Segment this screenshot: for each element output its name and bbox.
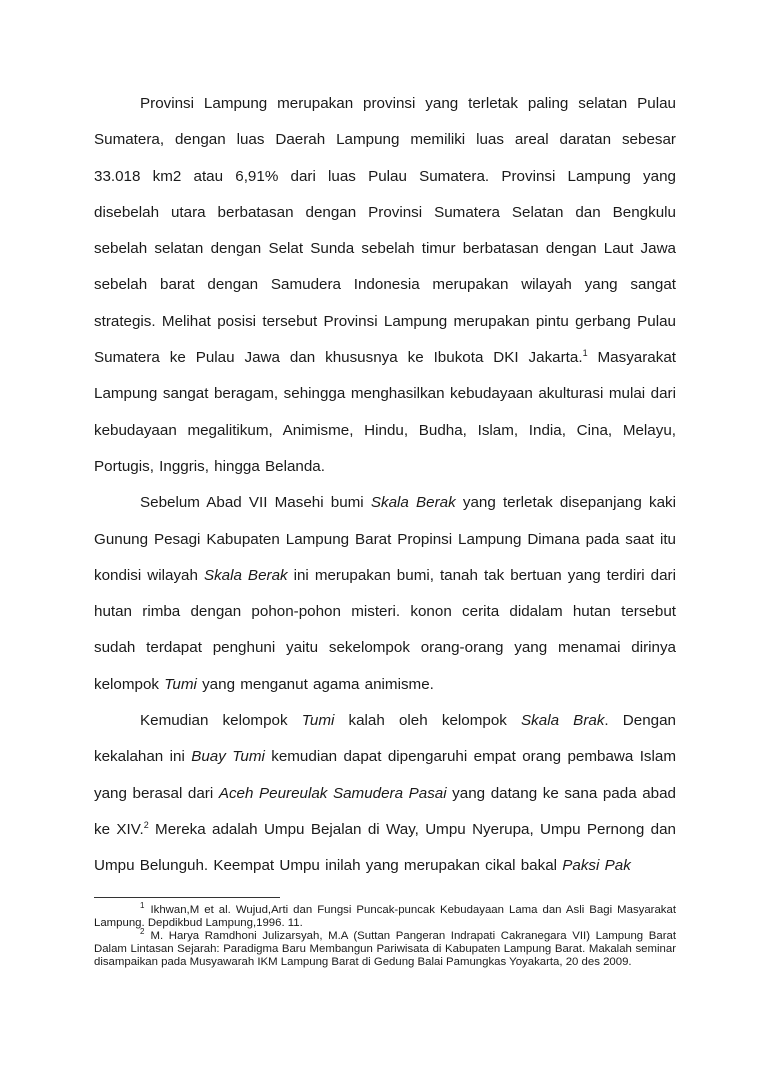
text-run: yang datang ke sana pada abad ke XIV. xyxy=(94,784,676,838)
footnote-reference: 1 xyxy=(582,348,588,359)
text-run: Mereka adalah Umpu Bejalan di Way, Umpu Nyerupa, Umpu Pernong dan Umpu Belunguh. Keempat Umpu inilah yang merupakan cikal bakal xyxy=(94,820,676,875)
footnote-text: Ikhwan,M et al. Wujud,Arti dan Fungsi Puncak-puncak Kebudayaan Lama dan Asli Bagi Masyarakat Lampung. Depdikbud Lampung,1996. 11. xyxy=(94,903,676,929)
text-run: yang menganut agama animisme. xyxy=(196,675,434,693)
paragraph-1 xyxy=(94,86,676,485)
paragraph-3 xyxy=(94,703,676,884)
footnote-number: 2 xyxy=(140,927,145,937)
text-run: yang terletak disepanjang kaki Gunung Pesagi Kabupaten Lampung Barat Propinsi Lampung Dimana pada saat itu kondisi wilayah xyxy=(94,494,677,584)
italic-term: Skala Brak xyxy=(521,712,605,730)
paragraph-2 xyxy=(94,485,676,703)
italic-term: Paksi Pak xyxy=(562,857,631,875)
text-run: ini merupakan bumi, tanah tak bertuan yang terdiri dari hutan rimba dengan pohon-pohon misteri. konon cerita didalam hutan tersebut sudah terdapat penghuni yaitu sekelompok orang-orang yang menamai dirinya kelompok xyxy=(94,566,676,693)
footnotes xyxy=(94,900,676,970)
italic-term: Aceh Peureulak Samudera Pasai xyxy=(218,784,447,802)
document-body xyxy=(94,86,676,885)
italic-term: Skala Berak xyxy=(370,494,456,512)
text-run: Kemudian kelompok xyxy=(140,712,302,730)
document-page xyxy=(94,86,676,970)
text-run: . Dengan kekalahan ini xyxy=(94,712,677,766)
text-run: Sebelum Abad VII Masehi bumi xyxy=(140,494,371,512)
text-run: Provinsi Lampung merupakan provinsi yang terletak paling selatan Pulau Sumatera, dengan luas Daerah Lampung memiliki luas areal daratan sebesar 33.018 km2 atau 6,91% dari luas Pulau Sumatera. Provinsi Lampung yang disebelah utara berbatasan dengan Provinsi Sumatera Selatan dan Bengkulu sebelah selatan dengan Selat Sunda sebelah timur berbatasan dengan Laut Jawa sebelah barat dengan Samudera Indonesia merupakan wilayah yang sangat strategis. Melihat posisi tersebut Provinsi Lampung merupakan pintu gerbang Pulau Sumatera ke Pulau Jawa dan khususnya ke Ibukota DKI Jakarta. xyxy=(94,95,676,367)
footnote-separator xyxy=(94,897,280,898)
italic-term: Skala Berak xyxy=(203,566,288,584)
italic-term: Buay Tumi xyxy=(191,748,265,766)
footnote-1 xyxy=(94,900,676,930)
italic-term: Tumi xyxy=(164,675,197,693)
text-run: kalah oleh kelompok xyxy=(334,712,522,730)
footnote-2 xyxy=(94,927,676,970)
footnote-text: M. Harya Ramdhoni Julizarsyah, M.A (Suttan Pangeran Indrapati Cakranegara VII) Lampung Barat Dalam Lintasan Sejarah: Paradigma Baru Membangun Pariwisata di Kabupaten Lampung Barat. Makalah seminar disampaikan pada Musyawarah IKM Lampung Barat di Gedung Balai Pamungkas Yoyakarta, 20 des 2009. xyxy=(94,929,676,969)
text-run: kemudian dapat dipengaruhi empat orang pembawa Islam yang berasal dari xyxy=(94,748,676,802)
footnote-number: 1 xyxy=(140,900,145,910)
italic-term: Tumi xyxy=(301,712,335,730)
text-run: Masyarakat Lampung sangat beragam, sehingga menghasilkan kebudayaan akulturasi mulai dari kebudayaan megalitikum, Animisme, Hindu, Budha, Islam, India, Cina, Melayu, Portugis, Inggris, hingga Belanda. xyxy=(94,349,677,475)
footnote-reference: 2 xyxy=(143,819,149,830)
